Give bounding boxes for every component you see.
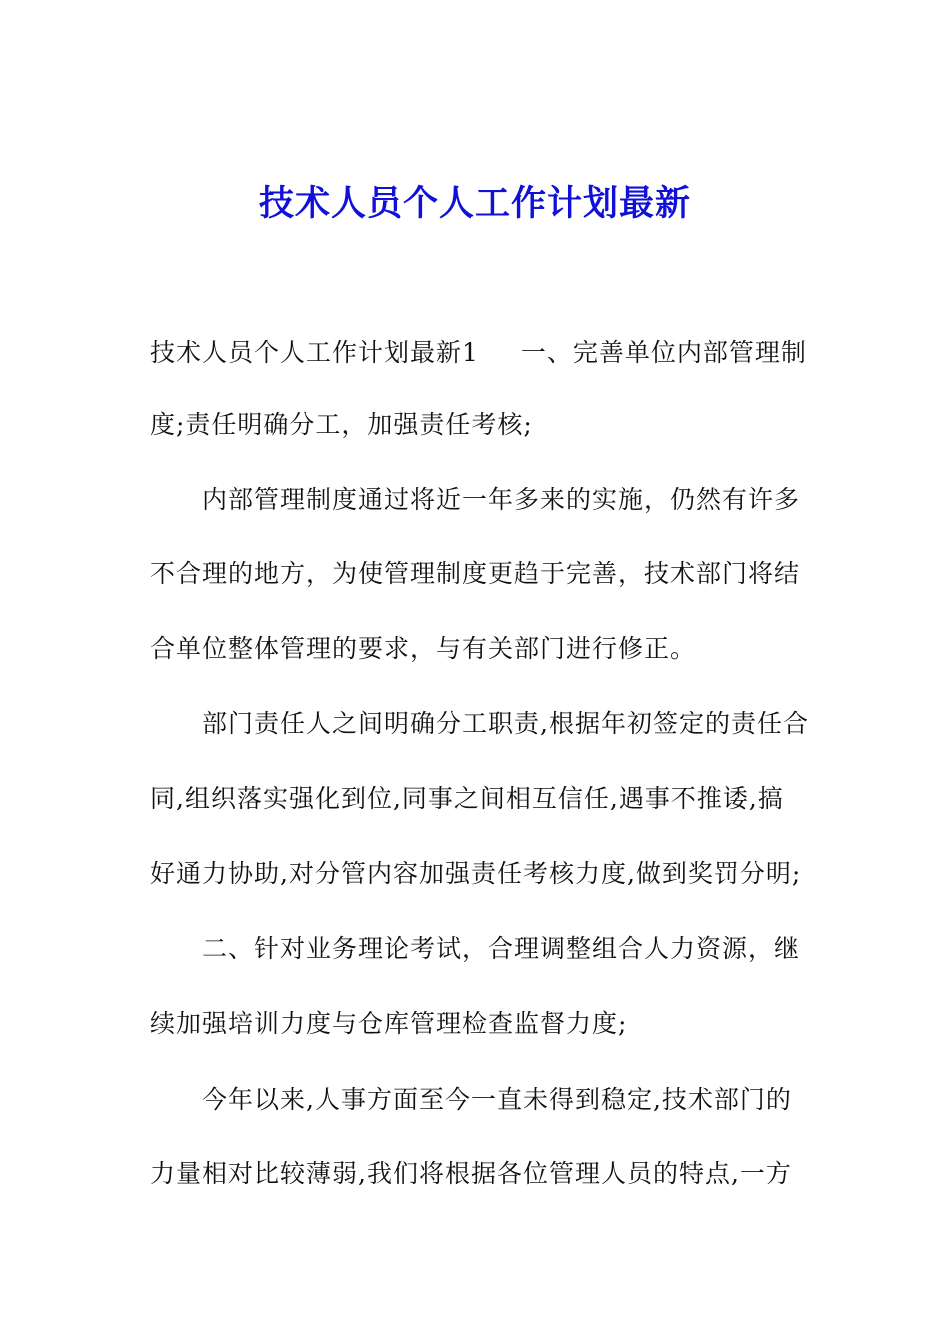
text-line-8: 好通力协助,对分管内容加强责任考核力度,做到奖罚分明; <box>150 859 802 888</box>
text-line-10: 续加强培训力度与仓库管理检查监督力度; <box>150 1009 628 1038</box>
paragraph-line: 部门责任人之间明确分工职责,根据年初签定的责任合 <box>202 709 809 738</box>
text-line-12: 力量相对比较薄弱,我们将根据各位管理人员的特点,一方 <box>150 1159 792 1188</box>
text-line-4: 不合理的地方，为使管理制度更趋于完善，技术部门将结 <box>150 559 801 588</box>
text-line-2: 度;责任明确分工，加强责任考核; <box>150 410 533 439</box>
document-title: 技术人员个人工作计划最新 <box>258 183 691 224</box>
section-heading-1: 一、完善单位内部管理制 <box>520 338 807 367</box>
text-line-7: 同,组织落实强化到位,同事之间相互信任,遇事不推诿,搞 <box>150 784 784 813</box>
paragraph-line: 内部管理制度通过将近一年多来的实施，仍然有许多 <box>202 485 801 514</box>
text-line-5: 合单位整体管理的要求，与有关部门进行修正。 <box>150 634 697 663</box>
document-heading-1: 技术人员个人工作计划最新1 <box>150 338 479 367</box>
paragraph-line: 今年以来,人事方面至今一直未得到稳定,技术部门的 <box>202 1085 792 1114</box>
paragraph-line: 二、针对业务理论考试，合理调整组合人力资源，继 <box>202 934 801 963</box>
text-line-1 <box>150 335 815 371</box>
